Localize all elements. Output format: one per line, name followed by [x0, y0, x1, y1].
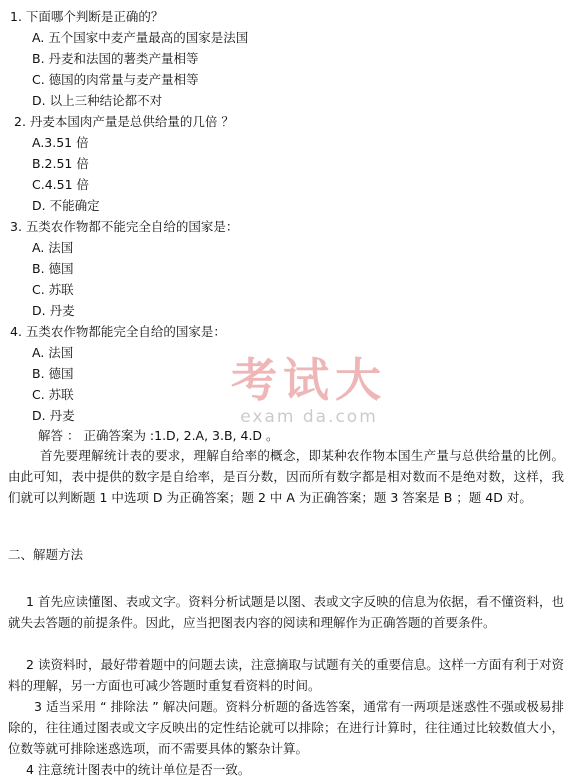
question-2-option-c: C.4.51 倍 [32, 177, 90, 192]
watermark [224, 355, 394, 427]
question-4-option-d: D. 丹麦 [32, 408, 75, 423]
section-title: 二、解题方法 [8, 547, 84, 562]
watermark-url: exam da.com [240, 407, 378, 427]
question-2-option-a: A.3.51 倍 [32, 135, 89, 150]
question-2-option-d: D. 不能确定 [32, 198, 100, 213]
question-1-option-d: D. 以上三种结论都不对 [32, 93, 163, 108]
question-3-stem: 3. 五类农作物都不能完全自给的国家是： [10, 219, 239, 234]
question-4-option-c: C. 苏联 [32, 387, 74, 402]
question-1-option-b: B. 丹麦和法国的薯类产量相等 [32, 51, 199, 66]
question-3-option-a: A. 法国 [32, 240, 74, 255]
question-4-option-b: B. 德国 [32, 366, 74, 381]
question-2-option-b: B.2.51 倍 [32, 156, 89, 171]
method-3-paragraph: 3 适当采用 “ 排除法 ” 解决问题。资料分析题的备选答案，通常有一两项是迷惑性不强或极易排除的，往往通过图表或文字反映出的定性结论就可以排除；在进行计算时，往往通过比较数值大小，位数等就可排除迷惑选项，而不需要具体的繁杂计算。 [8, 699, 564, 756]
question-1-option-a: A. 五个国家中麦产量最高的国家是法国 [32, 30, 249, 45]
question-1-option-c: C. 德国的肉常量与麦产量相等 [32, 72, 199, 87]
method-2-paragraph: 2 读资料时，最好带着题中的问题去读，注意摘取与试题有关的重要信息。这样一方面有利于对资料的理解，另一方面也可减少答题时重复看资料的时间。 [8, 657, 564, 693]
question-2-stem: 2. 丹麦本国肉产量是总供给量的几倍 ？ [14, 114, 234, 129]
explanation-paragraph: 首先要理解统计表的要求，理解自给率的概念，即某种农作物本国生产量与总供给量的比例。由此可知，表中提供的数字是自给率，是百分数，因而所有数字都是相对数而不是绝对数，这样，我们就可以判断题 1 中选项 D 为正确答案；题 2 中 A 为正确答案；题 3 答案是 B ；题 4D 对。 [8, 448, 564, 505]
question-4-option-a: A. 法国 [32, 345, 74, 360]
question-3-option-b: B. 德国 [32, 261, 74, 276]
question-4-stem: 4. 五类农作物都能完全自给的国家是： [10, 324, 226, 339]
method-4-paragraph: 4 注意统计图表中的统计单位是否一致。 [26, 762, 251, 777]
question-3-option-c: C. 苏联 [32, 282, 74, 297]
answer-line: 解答 ： 正确答案为 :1.D, 2.A, 3.B, 4.D 。 [38, 428, 279, 443]
question-3-option-d: D. 丹麦 [32, 303, 75, 318]
question-1-stem: 1. 下面哪个判断是正确的？ [10, 9, 164, 24]
watermark-logo-text: 考试大 [231, 353, 387, 407]
method-1-paragraph: 1 首先应读懂图、表或文字。资料分析试题是以图、表或文字反映的信息为依据，看不懂资料，也就失去答题的前提条件。因此，应当把图表内容的阅读和理解作为正确答题的首要条件。 [8, 594, 564, 630]
